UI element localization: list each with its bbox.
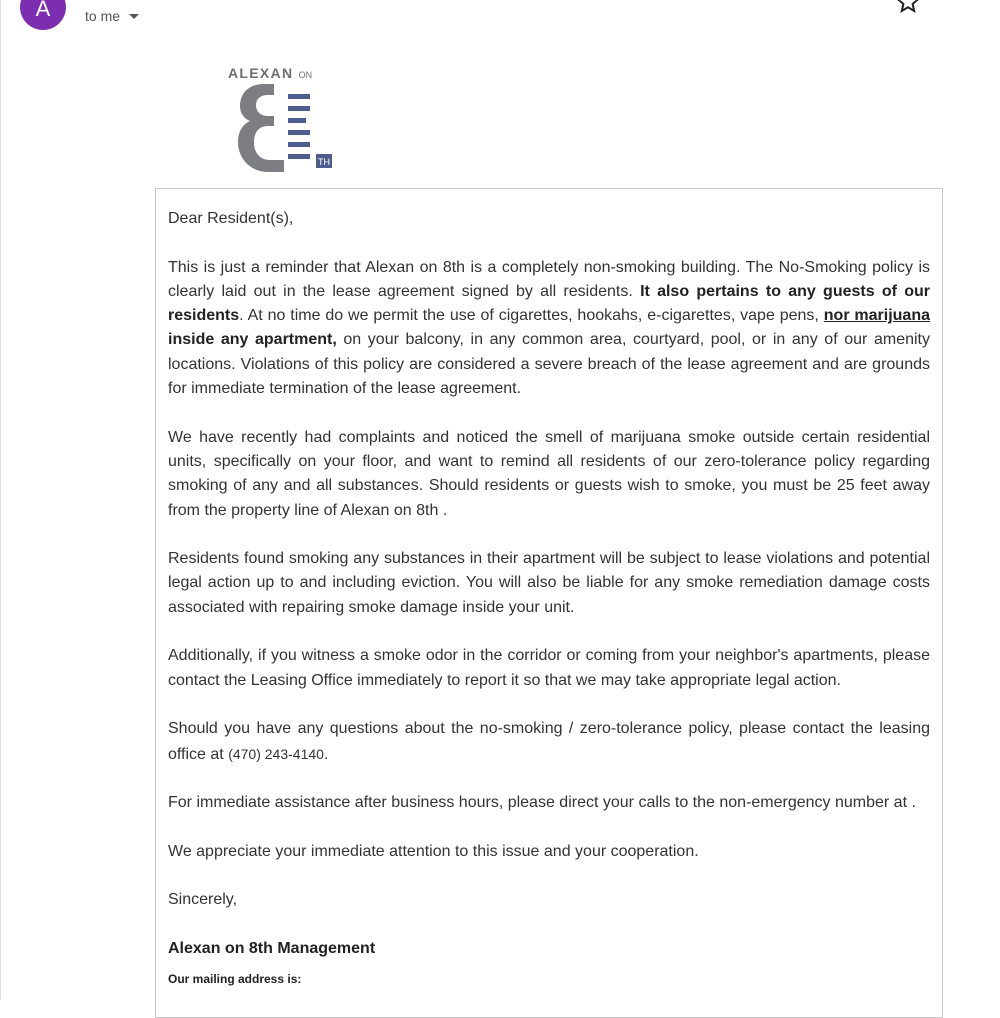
guests-clause: It also pertains to any guests of our residents: [168, 282, 931, 325]
paragraph-complaints: We have recently had complaints and noticed the smell of marijuana smoke outside certain residential units, specifically on your floor, and want to remind all residents of our zero-tolerance policy regarding smoking of any and all substances. Should residents or guests wish to smoke, you must be 25 feet away from the property line of Alexan on 8th .: [168, 428, 930, 519]
recipient-details-toggle[interactable]: [85, 8, 139, 24]
logo-superscript: TH: [318, 157, 330, 167]
paragraph-policy: This is just a reminder that Alexan on 8th is a completely non-smoking building. The No-Smoking policy is clearly laid out in the lease agreement signed by all residents. It also pertains to any guests of our residents. At no time do we permit the use of cigarettes, hookahs, e-cigarettes, vape pens, nor marijuana inside any apartment, on your balcony, in any common area, courtyard, pool, or in any of our amenity locations. Violations of this policy are considered a severe breach of the lease agreement and are grounds for immediate termination of the lease agreement.: [168, 258, 931, 398]
paragraph-appreciation: We appreciate your immediate attention to this issue and your cooperation.: [168, 842, 699, 860]
email-body-letter: [155, 188, 943, 1018]
alexan-logo: [228, 64, 338, 176]
paragraph-reporting: Additionally, if you witness a smoke odor in the corridor or coming from your neighbor's apartments, please contact the Leasing Office immediately to report it so that we may take appropriate legal action.: [168, 647, 930, 689]
paragraph-after-hours: For immediate assistance after business hours, please direct your calls to the non-emergency number at .: [168, 794, 916, 812]
greeting: Dear Resident(s),: [168, 210, 294, 227]
paragraph-questions: Should you have any questions about the no-smoking / zero-tolerance policy, please contact the leasing office at (470) 243-4140.: [168, 720, 930, 763]
logo-wordmark: ALEXAN ON: [228, 65, 313, 81]
signature: Alexan on 8th Management: [168, 939, 376, 957]
left-divider: [0, 0, 1, 1000]
sender-avatar[interactable]: [20, 0, 66, 30]
chevron-down-icon: [129, 14, 139, 19]
apartment-clause: inside any apartment,: [168, 331, 337, 349]
mailing-address-label: Our mailing address is:: [168, 972, 302, 987]
leasing-phone-number[interactable]: (470) 243-4140: [228, 745, 324, 762]
marijuana-clause: nor marijuana: [823, 307, 931, 325]
recipient-label: to me: [85, 8, 121, 24]
paragraph-consequences: Residents found smoking any substances in their apartment will be subject to lease violations and potential legal action up to and including eviction. You will also be liable for any smoke remediation damage costs associated with repairing smoke damage inside your unit.: [168, 550, 930, 616]
closing: Sincerely,: [168, 891, 238, 909]
logo-mark: [228, 64, 338, 176]
star-icon[interactable]: [896, 0, 920, 14]
avatar-initial: A: [35, 0, 51, 21]
